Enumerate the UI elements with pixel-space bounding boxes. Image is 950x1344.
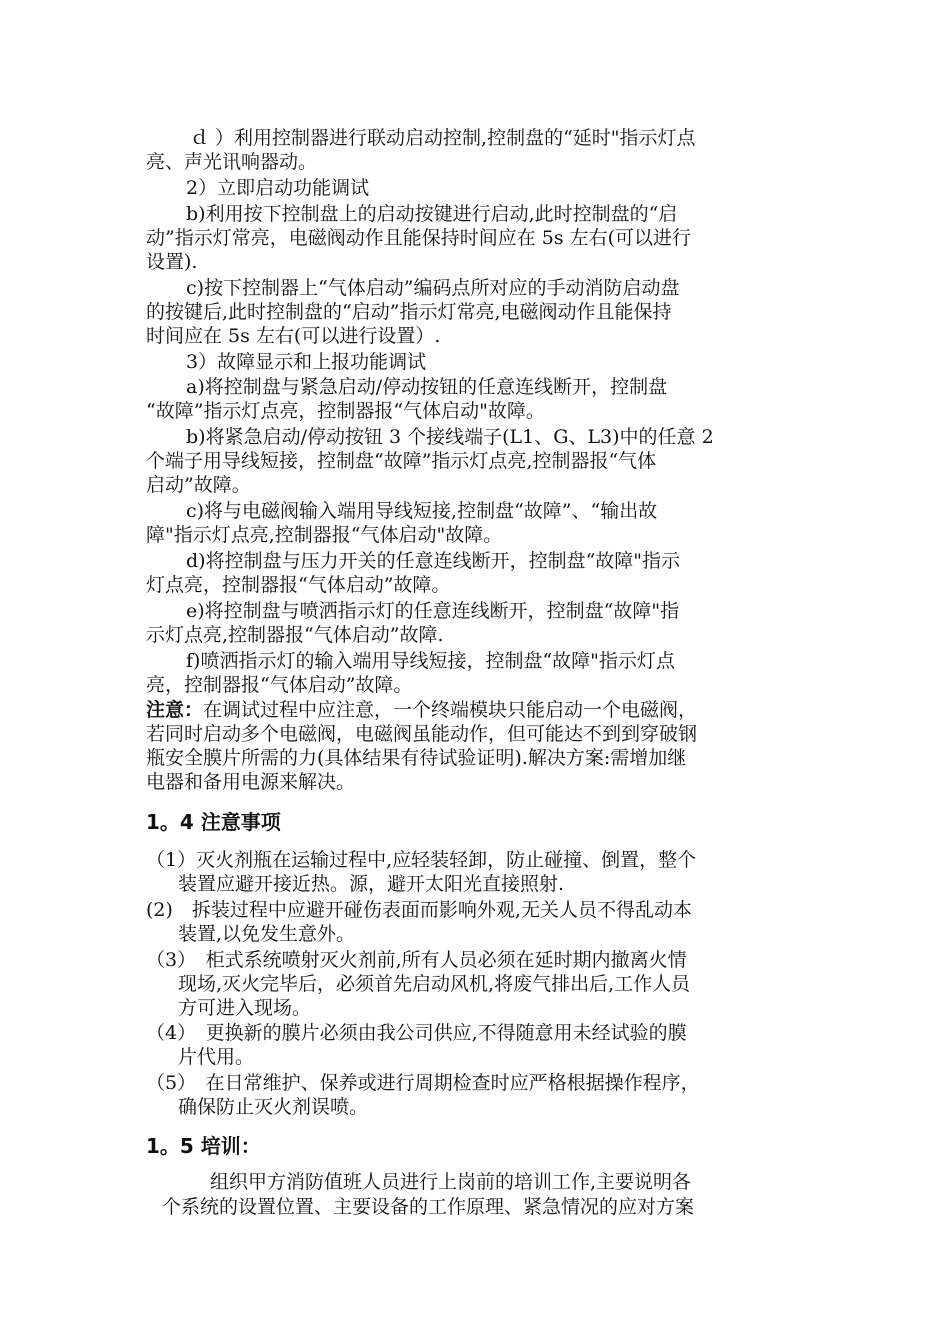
text-line: 2）立即启动功能调试: [186, 177, 370, 199]
text-line: b)将紧急启动/停动按钮 3 个接线端子(L1、G、L3)中的任意 2: [186, 426, 714, 448]
section-heading: 1。5 培训：: [146, 1134, 261, 1158]
text-line: f)喷洒指示灯的输入端用导线短接，控制盘“故障"指示灯点: [186, 650, 675, 672]
list-item-continuation: 装置应避开接近热。源，避开太阳光直接照射.: [178, 873, 565, 895]
section-heading: 1。4 注意事项: [146, 810, 281, 834]
note-text: 在调试过程中应注意，一个终端模块只能启动一个电磁阀，: [203, 699, 698, 721]
text-line: 个端子用导线短接，控制盘“故障”指示灯点亮,控制器报“气体: [146, 450, 657, 472]
text-line: 示灯点亮,控制器报“气体启动”故障.: [146, 624, 444, 646]
text-line: e)将控制盘与喷洒指示灯的任意连线断开，控制盘“故障"指: [186, 600, 680, 622]
list-item: （4） 更换新的膜片必须由我公司供应,不得随意用未经试验的膜: [146, 1022, 687, 1044]
text-line: 亮、声光讯响器动。: [146, 151, 318, 173]
text-line: 亮，控制器报“气体启动”故障。: [146, 674, 413, 696]
text-line: ｄ ）利用控制器进行联动启动控制,控制盘的“延时"指示灯点: [190, 127, 696, 149]
text-line: c)将与电磁阀输入端用导线短接,控制盘“故障”、“输出故: [186, 500, 658, 522]
list-item: （1）灭火剂瓶在运输过程中,应轻装轻卸，防止碰撞、倒置，整个: [146, 849, 697, 871]
text-line: 灯点亮，控制器报“气体启动”故障。: [146, 574, 451, 596]
list-item-continuation: 片代用。: [178, 1046, 255, 1068]
text-line: 动”指示灯常亮，电磁阀动作且能保持时间应在 5s 左右(可以进行: [146, 227, 692, 249]
note-line: 若同时启动多个电磁阀，电磁阀虽能动作，但可能达不到到穿破钢: [146, 723, 698, 745]
text-line: 3）故障显示和上报功能调试: [186, 351, 427, 373]
note-line: [146, 698, 697, 722]
list-item-continuation: 现场,灭火完毕后，必须首先启动风机,将废气排出后,工作人员: [178, 973, 691, 995]
note-line: 瓶安全膜片所需的力(具体结果有待试验证明).解决方案:需增加继: [146, 747, 687, 769]
text-line: 启动”故障。: [146, 474, 251, 496]
list-item-continuation: 确保防止灭火剂误喷。: [178, 1096, 369, 1118]
list-item-continuation: 方可进入现场。: [178, 997, 312, 1019]
text-line: 时间应在 5s 左右(可以进行设置）.: [146, 325, 441, 347]
text-line: 障"指示灯点亮,控制器报“气体启动"故障。: [146, 524, 503, 546]
text-line: 的按键后,此时控制盘的“启动”指示灯常亮,电磁阀动作且能保持: [146, 301, 672, 323]
list-item: （5） 在日常维护、保养或进行周期检查时应严格根据操作程序，: [146, 1072, 700, 1094]
text-line: 个系统的设置位置、主要设备的工作原理、紧急情况的应对方案: [162, 1196, 695, 1218]
text-line: “故障”指示灯点亮，控制器报“气体启动"故障。: [146, 400, 545, 422]
text-line: 设置).: [146, 251, 198, 273]
note-label: 注意：: [146, 699, 204, 721]
text-line: c)按下控制器上“气体启动”编码点所对应的手动消防启动盘: [186, 277, 680, 299]
text-line: b)利用按下控制盘上的启动按键进行启动,此时控制盘的“启: [186, 203, 678, 225]
list-item: (2) 拆装过程中应避开碰伤表面而影响外观,无关人员不得乱动本: [146, 899, 692, 921]
text-line: d)将控制盘与压力开关的任意连线断开，控制盘“故障"指示: [186, 550, 681, 572]
list-item: （3） 柜式系统喷射灭火剂前,所有人员必须在延时期内撤离火情: [146, 949, 687, 971]
text-line: 组织甲方消防值班人员进行上岗前的培训工作,主要说明各: [210, 1171, 692, 1193]
note-line: 电器和备用电源来解决。: [146, 771, 356, 793]
text-line: a)将控制盘与紧急启动/停动按钮的任意连线断开，控制盘: [186, 376, 668, 398]
list-item-continuation: 装置,以免发生意外。: [178, 923, 356, 945]
